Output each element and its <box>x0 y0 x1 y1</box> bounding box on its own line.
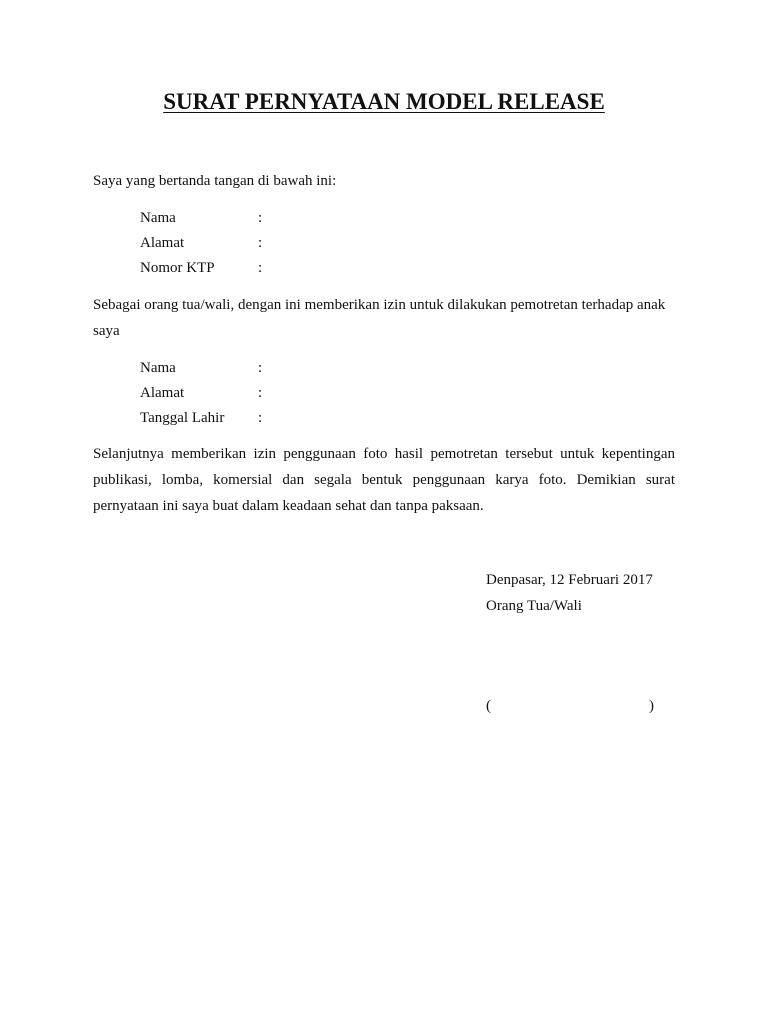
statement-paragraph: Sebagai orang tua/wali, dengan ini memberikan izin untuk dilakukan pemotretan terhadap anak saya <box>93 297 666 339</box>
child-birthdate-label: Tanggal Lahir <box>140 410 225 426</box>
parent-address-colon: : <box>258 235 263 251</box>
child-birthdate-colon: : <box>258 410 263 426</box>
child-name-colon: : <box>258 360 263 376</box>
signature-role: Orang Tua/Wali <box>486 598 582 614</box>
signature-place-date: Denpasar, 12 Februari 2017 <box>486 572 653 588</box>
child-name-label: Nama <box>140 360 176 376</box>
parent-name-colon: : <box>258 210 263 226</box>
intro-text: Saya yang bertanda tangan di bawah ini: <box>93 173 337 189</box>
parent-ktp-colon: : <box>258 260 263 276</box>
child-address-label: Alamat <box>140 385 185 401</box>
parent-address-label: Alamat <box>140 235 185 251</box>
signature-open-paren: ( <box>486 698 491 714</box>
parent-name-label: Nama <box>140 210 176 226</box>
signature-close-paren: ) <box>649 698 654 714</box>
document-title-text: SURAT PERNYATAAN MODEL RELEASE <box>163 89 605 114</box>
parent-ktp-label: Nomor KTP <box>140 260 215 276</box>
child-address-colon: : <box>258 385 263 401</box>
document-title <box>0 88 768 116</box>
closing-paragraph: Selanjutnya memberikan izin penggunaan foto hasil pemotretan tersebut untuk kepentingan publikasi, lomba, komersial dan segala bentuk penggunaan karya foto. Demikian surat pernyataan ini saya buat dalam keadaan sehat dan tanpa paksaan. <box>93 446 675 514</box>
